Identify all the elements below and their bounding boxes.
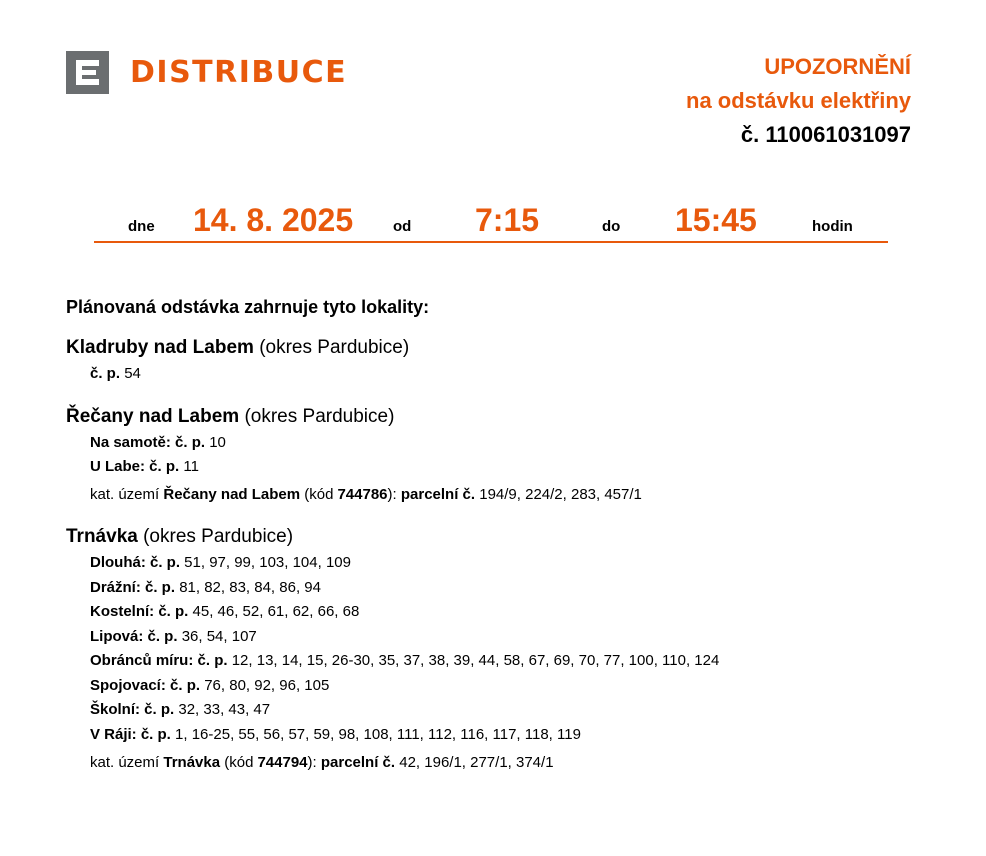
cadastre-prefix: kat. území — [90, 754, 160, 771]
address-value: 54 — [124, 365, 141, 382]
cadastre-row — [66, 751, 946, 776]
locality-name: Trnávka — [66, 526, 138, 547]
locality-name: Kladruby nad Labem — [66, 337, 254, 358]
locality-heading — [66, 523, 946, 551]
address-key: Na samotě: č. p. — [90, 433, 206, 451]
locality-kladruby — [66, 334, 946, 387]
locality-name: Řečany nad Labem — [66, 405, 240, 427]
address-key: Dlouhá: č. p. — [90, 554, 180, 571]
address-value: 76, 80, 92, 96, 105 — [204, 676, 330, 694]
address-row — [66, 723, 946, 748]
locality-heading — [66, 403, 946, 431]
locality-district: (okres Pardubice) — [143, 526, 294, 547]
parcel-values: 42, 196/1, 277/1, 374/1 — [399, 754, 554, 771]
address-row — [66, 600, 946, 625]
locality-list — [66, 292, 946, 776]
brand-name: DISTRIBUCE — [130, 55, 348, 90]
brand-logo — [66, 51, 347, 94]
address-key: Spojovací: č. p. — [90, 676, 201, 694]
address-key: Drážní: č. p. — [90, 578, 176, 596]
cadastre-code-suffix: ): — [307, 754, 317, 771]
label-unit: hodin — [812, 218, 853, 235]
address-row — [66, 362, 946, 387]
address-value: 1, 16-25, 55, 56, 57, 59, 98, 108, 111, 112, 116, 117, 118, 119 — [175, 725, 581, 743]
parcel-label: parcelní č. — [400, 485, 476, 503]
label-to: do — [602, 218, 621, 235]
address-row — [66, 551, 946, 576]
label-date: dne — [128, 218, 155, 235]
address-value: 10 — [209, 433, 226, 451]
outage-time-row — [94, 196, 888, 243]
cadastre-code: 744786 — [337, 485, 388, 503]
cadastre-code-prefix: (kód — [224, 754, 254, 771]
address-value: 36, 54, 107 — [181, 627, 257, 645]
cadastre-code: 744794 — [257, 754, 308, 771]
notice-subtitle: na odstávku elektřiny — [686, 88, 911, 113]
cadastre-row — [66, 483, 946, 508]
label-from: od — [393, 218, 412, 235]
parcel-label: parcelní č. — [320, 754, 396, 771]
address-key: V Ráji: č. p. — [90, 725, 171, 743]
intro-heading: Plánovaná odstávka zahrnuje tyto lokality: — [66, 297, 430, 317]
time-from: 7:15 — [475, 202, 540, 238]
cadastre-code-prefix: (kód — [304, 485, 334, 503]
address-row — [66, 649, 946, 674]
address-key: Obránců míru: č. p. — [90, 652, 228, 669]
address-row — [66, 576, 946, 601]
locality-district: (okres Pardubice) — [244, 405, 395, 427]
parcel-values: 194/9, 224/2, 283, 457/1 — [479, 485, 642, 503]
outage-date: 14. 8. 2025 — [193, 202, 354, 238]
cadastre-name: Trnávka — [163, 754, 221, 771]
address-key: U Labe: č. p. — [90, 458, 180, 475]
address-row — [66, 625, 946, 650]
address-row — [66, 431, 946, 456]
time-to: 15:45 — [675, 202, 757, 238]
address-key: Lipová: č. p. — [90, 627, 178, 645]
cadastre-name: Řečany nad Labem — [163, 485, 301, 503]
address-value: 32, 33, 43, 47 — [178, 701, 271, 718]
address-value: 11 — [183, 458, 199, 475]
locality-recany — [66, 403, 946, 508]
address-key: č. p. — [90, 365, 121, 382]
notice-number: č. 110061031097 — [740, 122, 911, 147]
locality-heading — [66, 334, 946, 362]
cez-logo-icon — [66, 51, 109, 94]
address-row — [66, 698, 946, 723]
address-key: Školní: č. p. — [90, 701, 175, 718]
notice-header — [686, 50, 911, 152]
cadastre-code-suffix: ): — [387, 485, 397, 503]
notice-title: UPOZORNĚNÍ — [764, 54, 911, 79]
address-key: Kostelní: č. p. — [90, 603, 189, 620]
address-row — [66, 455, 946, 480]
cadastre-prefix: kat. území — [90, 485, 160, 503]
address-value: 45, 46, 52, 61, 62, 66, 68 — [192, 603, 360, 620]
address-value: 81, 82, 83, 84, 86, 94 — [179, 578, 321, 596]
address-row — [66, 674, 946, 699]
locality-district: (okres Pardubice) — [259, 337, 410, 358]
locality-trnavka — [66, 523, 946, 776]
address-value: 12, 13, 14, 15, 26-30, 35, 37, 38, 39, 44, 58, 67, 69, 70, 77, 100, 110, 124 — [231, 652, 720, 669]
address-value: 51, 97, 99, 103, 104, 109 — [184, 554, 351, 571]
